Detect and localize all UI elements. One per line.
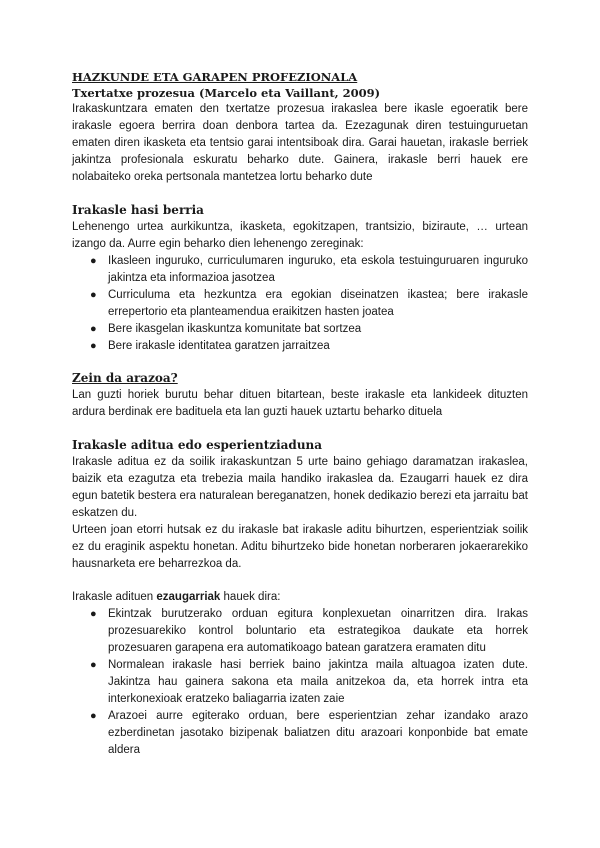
bullet-icon: ● (90, 289, 97, 301)
document-title: HAZKUNDE ETA GARAPEN PROFEZIONALA (72, 70, 358, 84)
expert-paragraph-1: Irakasle aditua ez da soilik irakaskuntzan 5 urte baino gehiago daramatzan irakaslea, baizik eta ezagutza eta trebezia maila handiko irakaslea da. Ezaugarri hauek ez dira egun batetik bestera era naturalean bereganatzen, honek dedikazio berezi eta jarraitu bat eskatzen du. (72, 456, 528, 519)
list-item: ● Ekintzak burutzerako orduan egitura konplexuetan oinarritzen dira. Irakas prozesuarekiko kontrol boluntario eta estrategikoa daukate eta horrek prozesuaren garapena era automatikoago batean garatzera eramaten ditu (90, 608, 528, 654)
problem-paragraph: Lan guzti horiek burutu behar dituen bitartean, beste irakasle eta lankideek dituzten ardura berdinak ere badituela eta lan guzti hauek uztartu beharko dituela (72, 389, 528, 418)
list-item: ● Ikasleen inguruko, curriculumaren inguruko, eta eskola testuinguruaren inguruko jakintza eta informazioa jasotzea (90, 255, 528, 284)
features-intro: Irakasle adituen ezaugarriak hauek dira: (72, 591, 281, 603)
expert-heading: Irakasle aditua edo esperientziaduna (72, 438, 323, 452)
new-teacher-heading: Irakasle hasi berria (72, 203, 204, 217)
bullet-icon: ● (90, 255, 97, 267)
expert-paragraph-2: Urteen joan etorri hutsak ez du irakasle bat irakasle aditu bihurtzen, esperientziak soilik ez du eraginik aspektu honetan. Aditu bihurtzeko bide honetan norberaren jokaerarekiko hausnarketa ere beharrezkoa da. (72, 524, 528, 570)
bullet-icon: ● (90, 659, 97, 671)
intro-heading: Txertatxe prozesua (Marcelo eta Vaillant, 2009) (72, 86, 381, 100)
intro-paragraph: Irakaskuntzara ematen den txertatze prozesua irakaslea bere ikasle egoeratik bere irakasle egoera berrira doan denbora tartea da. Ezezagunak diren testuinguruetan ematen diren ikasketa eta tentsio garai intentsiboak dira. Garai hauetan, irakasle berriek jakintza profesionala eskuratu beharko dute. Gainera, irakasle berri hauek ere nolabaiteko oreka pertsonala mantetzea lortu beharko dute (72, 103, 528, 183)
list-item: ● Bere ikasgelan ikaskuntza komunitate bat sortzea (72, 321, 528, 338)
bullet-icon: ● (90, 323, 97, 335)
list-item: ● Bere irakasle identitatea garatzen jarraitzea (72, 338, 528, 355)
features-list (72, 606, 528, 759)
bullet-icon: ● (90, 710, 97, 722)
list-item: ● Arazoei aurre egiterako orduan, bere esperientzian zehar izandako arazo ezberdinetan jasotako bizipenak baliatzen ditu arazoari konponbide bat emate aldera (90, 710, 528, 756)
bullet-icon: ● (90, 340, 97, 352)
bullet-icon: ● (90, 608, 97, 620)
new-teacher-list (72, 253, 528, 355)
problem-heading: Zein da arazoa? (72, 371, 178, 385)
list-item: ● Curriculuma eta hezkuntza era egokian diseinatzen ikastea; bere irakasle errepertorio eta planteamendua eraikitzen hasten joatea (90, 289, 528, 318)
new-teacher-paragraph: Lehenengo urtea aurkikuntza, ikasketa, egokitzapen, trantsizio, biziraute, … urtean izango da. Aurre egin beharko dien lehenengo zereginak: (72, 221, 528, 250)
list-item: ● Normalean irakasle hasi berriek baino jakintza maila altuagoa izaten dute. Jakintza hau gainera sakona eta maila anitzekoa da, eta horrek intra eta interkonexioak eratzeko baliagarria izaten zaie (90, 659, 528, 705)
